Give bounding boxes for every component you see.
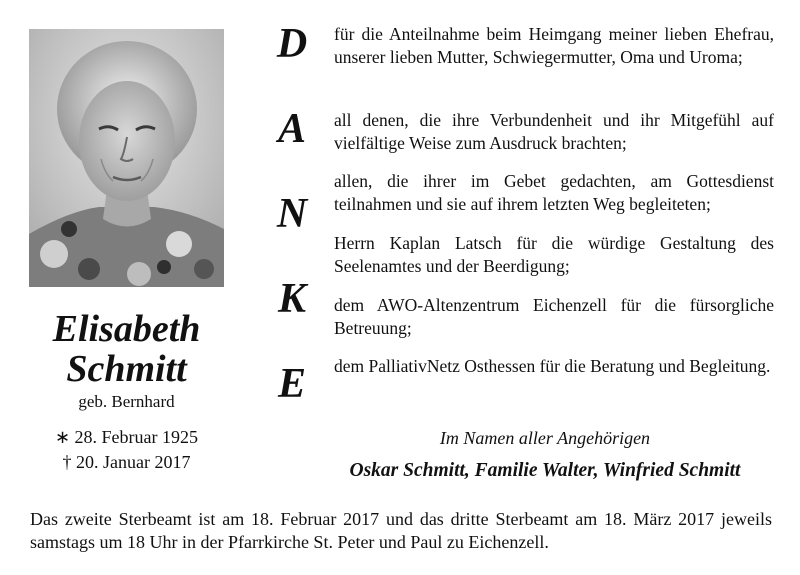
thanks-paragraph: dem PalliativNetz Osthessen für die Beratung und Begleitung. <box>334 356 771 376</box>
danke-letter-e: E <box>277 361 306 407</box>
danke-letter-n: N <box>276 191 308 237</box>
danke-letter-a: A <box>277 106 306 152</box>
portrait-photo <box>29 29 224 287</box>
thanks-paragraph: Herrn Kaplan Latsch für die würdige Gestaltung des Seelenamtes und der Beerdigung; <box>334 233 774 276</box>
signatories: Oskar Schmitt, Familie Walter, Winfried Schmitt <box>349 460 741 481</box>
thanks-paragraph: für die Anteilnahme beim Heimgang meiner lieben Ehefrau, unserer lieben Mutter, Schwiegermutter, Oma und Uroma; <box>334 24 774 67</box>
deceased-first-name: Elisabeth <box>52 308 201 350</box>
death-date: † 20. Januar 2017 <box>62 452 191 472</box>
thanks-paragraph: all denen, die ihre Verbundenheit und ihr Mitgefühl auf vielfältige Weise zum Ausdruck brachten; <box>334 110 774 153</box>
birth-date: ∗ 28. Februar 1925 <box>54 427 199 447</box>
thanks-paragraph: allen, die ihrer im Gebet gedachten, am Gottesdienst teilnahmen und sie auf ihrem letzten Weg begleiteten; <box>334 171 774 214</box>
maiden-name: geb. Bernhard <box>78 392 175 411</box>
closing-line: Im Namen aller Angehörigen <box>439 428 651 448</box>
thanks-paragraph: dem AWO-Altenzentrum Eichenzell für die fürsorgliche Betreuung; <box>334 295 774 338</box>
portrait-image <box>29 29 224 287</box>
danke-letter-k: K <box>277 276 306 322</box>
footer-note: Das zweite Sterbeamt ist am 18. Februar 2017 und das dritte Sterbeamt am 18. März 2017 jeweils samstags um 18 Uhr in der Pfarrkirche St. Peter und Paul zu Eichenzell. <box>30 509 772 552</box>
danke-letter-d: D <box>276 21 308 67</box>
deceased-last-name: Schmitt <box>66 348 187 390</box>
